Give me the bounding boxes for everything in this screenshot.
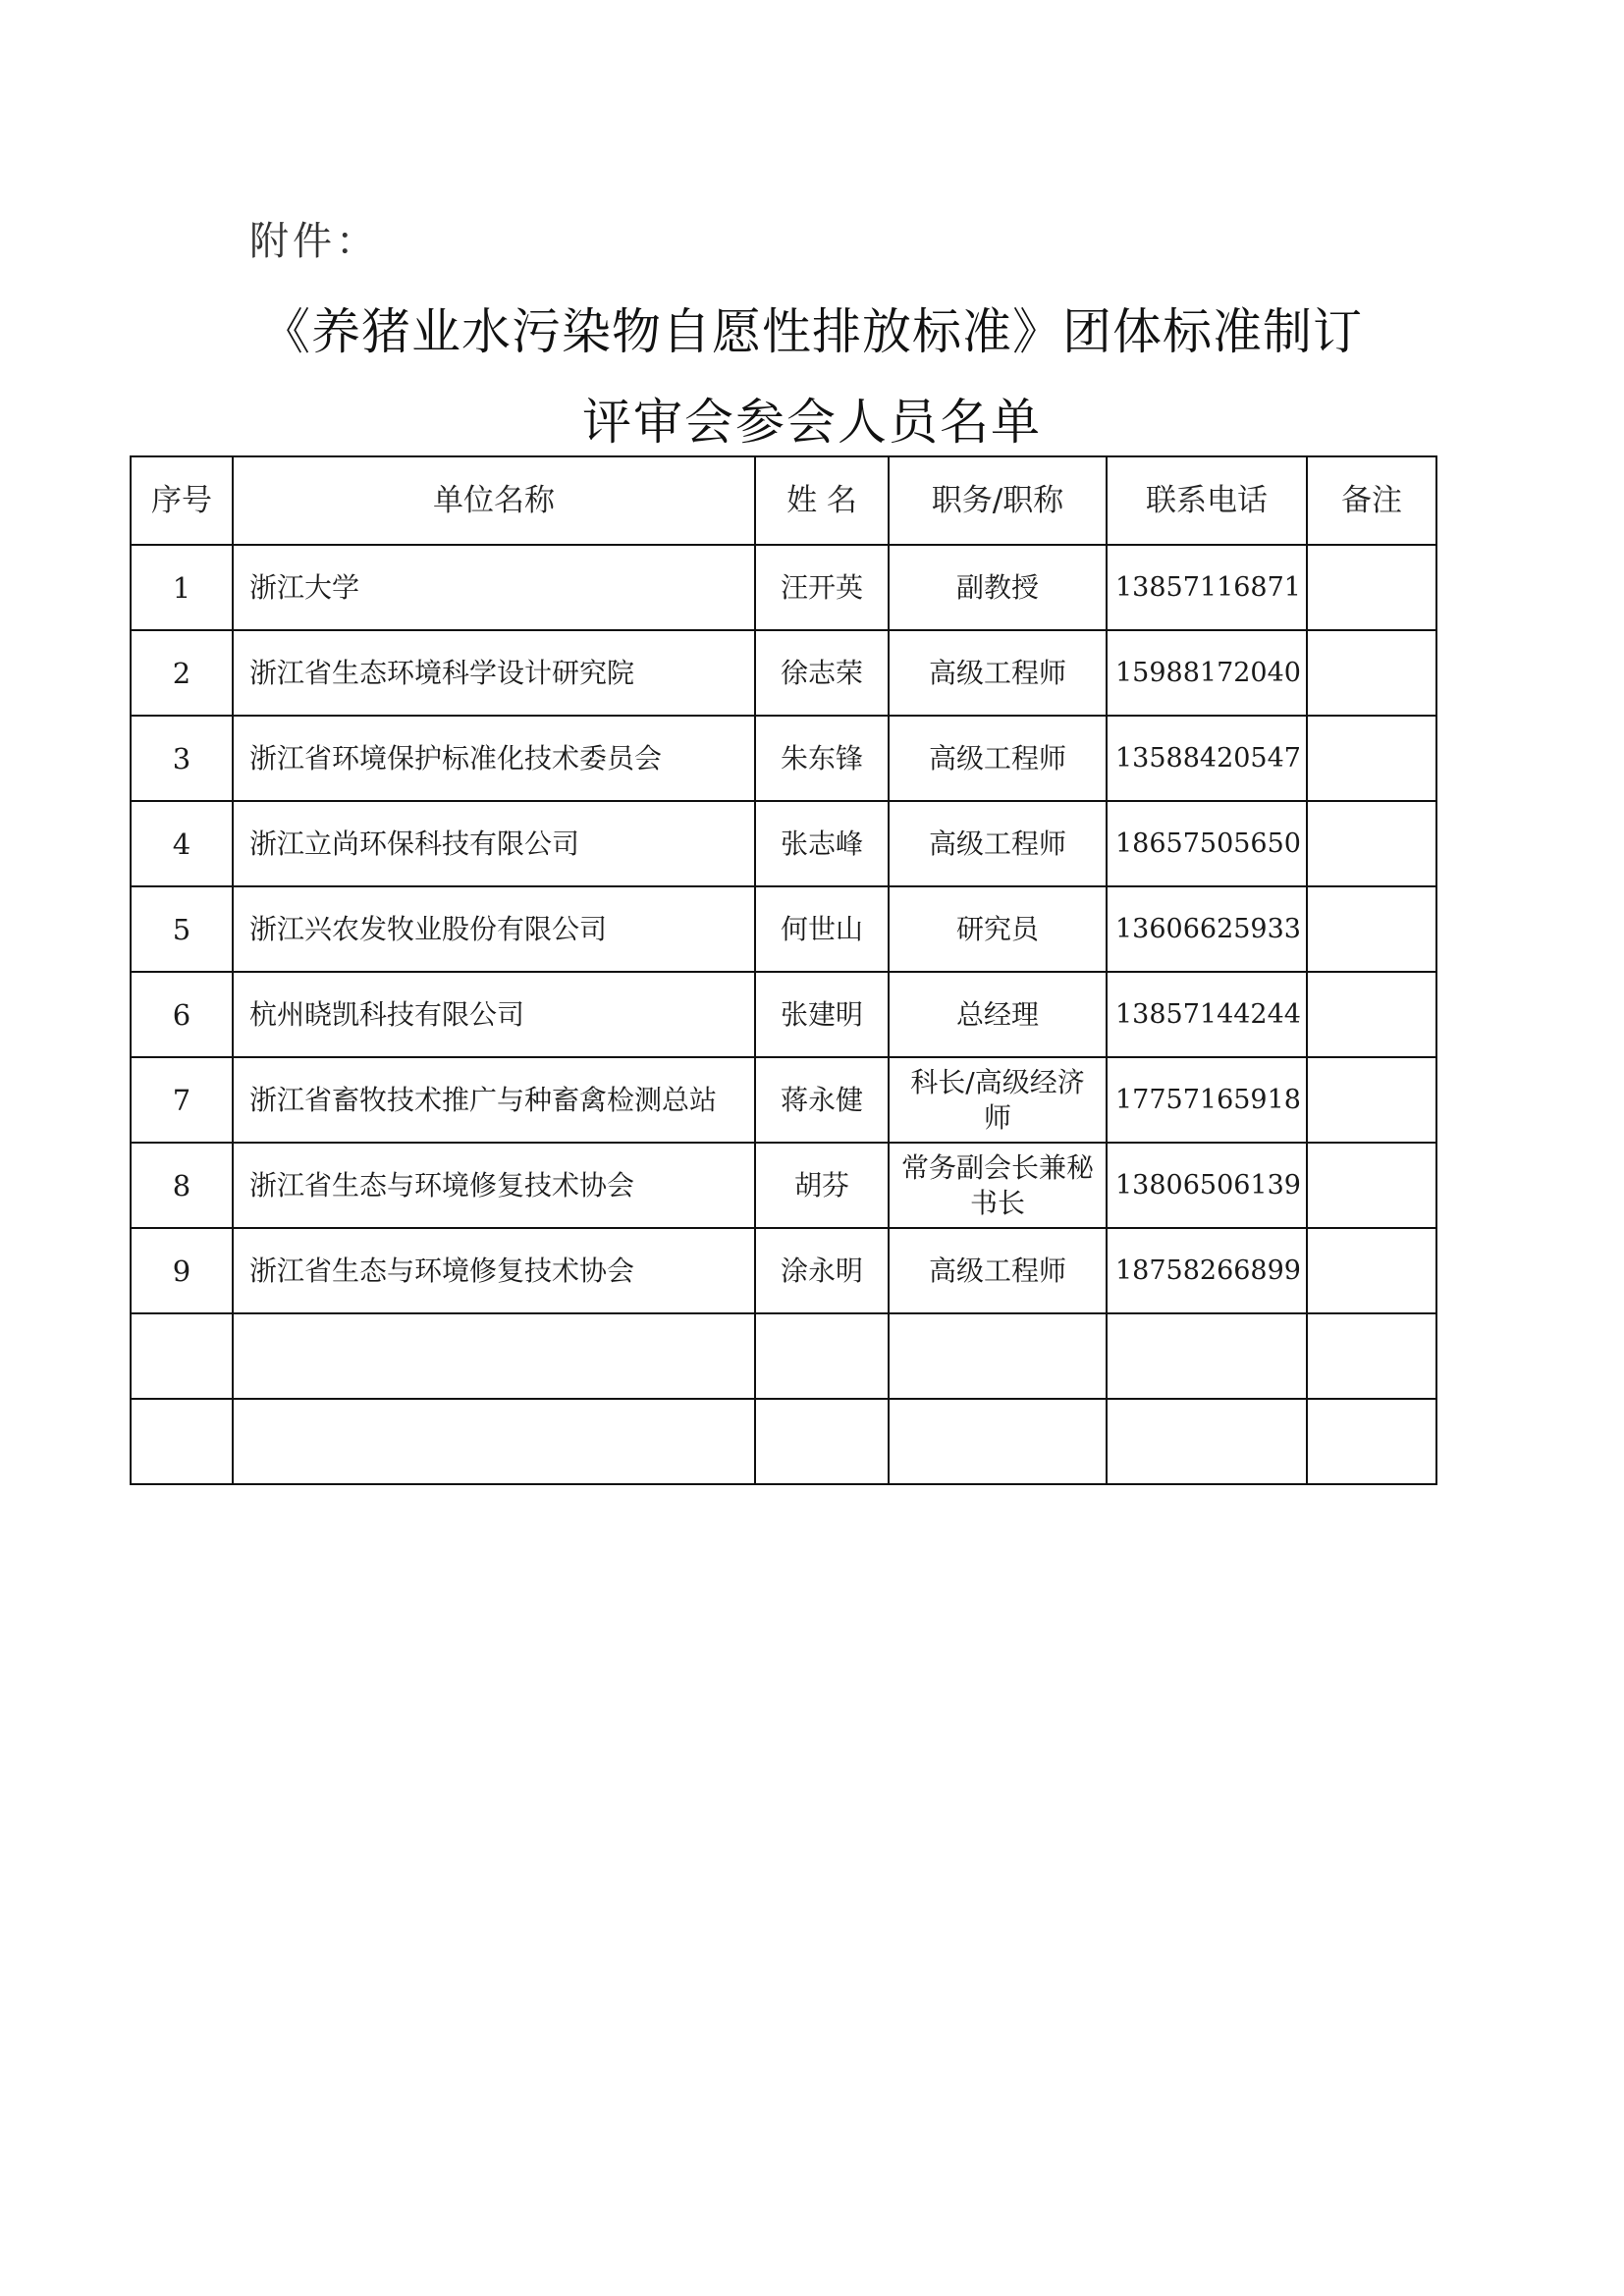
header-remark: 备注 [1307,456,1436,545]
cell-phone: 13606625933 [1107,886,1307,972]
cell-unit: 浙江省生态与环境修复技术协会 [233,1143,755,1228]
cell-name: 徐志荣 [755,630,889,716]
cell-unit [233,1313,755,1399]
cell-position [889,1399,1107,1484]
document-title-line-1: 《养猪业水污染物自愿性排放标准》团体标准制订 [261,303,1363,360]
cell-name [755,1399,889,1484]
cell-position: 科长/高级经济师 [889,1057,1107,1143]
cell-position: 高级工程师 [889,801,1107,886]
cell-position: 常务副会长兼秘书长 [889,1143,1107,1228]
cell-unit: 杭州晓凯科技有限公司 [233,972,755,1057]
cell-seq [131,1399,233,1484]
cell-name: 胡芬 [755,1143,889,1228]
cell-name: 汪开英 [755,545,889,630]
header-position: 职务/职称 [889,456,1107,545]
cell-name: 涂永明 [755,1228,889,1313]
table-row [131,545,1436,630]
document-title-line-2: 评审会参会人员名单 [582,394,1042,451]
cell-remark [1307,630,1436,716]
cell-phone: 13857144244 [1107,972,1307,1057]
header-name: 姓 名 [755,456,889,545]
table-row [131,1143,1436,1228]
table-row [131,886,1436,972]
cell-position: 高级工程师 [889,630,1107,716]
table-row [131,1228,1436,1313]
cell-unit [233,1399,755,1484]
cell-unit: 浙江省生态与环境修复技术协会 [233,1228,755,1313]
header-unit: 单位名称 [233,456,755,545]
cell-unit: 浙江省环境保护标准化技术委员会 [233,716,755,801]
cell-unit: 浙江兴农发牧业股份有限公司 [233,886,755,972]
cell-remark [1307,1399,1436,1484]
table-row [131,630,1436,716]
table-row [131,1057,1436,1143]
table-row [131,801,1436,886]
cell-remark [1307,972,1436,1057]
cell-phone: 17757165918 [1107,1057,1307,1143]
cell-seq: 7 [131,1057,233,1143]
cell-phone: 18758266899 [1107,1228,1307,1313]
cell-phone [1107,1399,1307,1484]
cell-name: 张志峰 [755,801,889,886]
attendee-table [130,455,1437,1485]
cell-remark [1307,1143,1436,1228]
cell-remark [1307,716,1436,801]
cell-remark [1307,886,1436,972]
cell-seq: 5 [131,886,233,972]
cell-position: 研究员 [889,886,1107,972]
cell-position: 高级工程师 [889,1228,1107,1313]
cell-phone: 18657505650 [1107,801,1307,886]
table-row-empty [131,1313,1436,1399]
cell-seq: 2 [131,630,233,716]
table-header-row [131,456,1436,545]
cell-position: 总经理 [889,972,1107,1057]
table-row [131,972,1436,1057]
table-row-empty [131,1399,1436,1484]
cell-remark [1307,1228,1436,1313]
cell-name: 张建明 [755,972,889,1057]
table-row [131,716,1436,801]
cell-name [755,1313,889,1399]
header-phone: 联系电话 [1107,456,1307,545]
cell-phone: 15988172040 [1107,630,1307,716]
cell-remark [1307,1313,1436,1399]
cell-remark [1307,801,1436,886]
cell-name: 蒋永健 [755,1057,889,1143]
cell-remark [1307,545,1436,630]
cell-position [889,1313,1107,1399]
cell-name: 何世山 [755,886,889,972]
cell-phone [1107,1313,1307,1399]
cell-seq: 6 [131,972,233,1057]
cell-seq: 9 [131,1228,233,1313]
cell-position: 高级工程师 [889,716,1107,801]
cell-phone: 13588420547 [1107,716,1307,801]
cell-seq: 4 [131,801,233,886]
cell-phone: 13806506139 [1107,1143,1307,1228]
cell-name: 朱东锋 [755,716,889,801]
cell-phone: 13857116871 [1107,545,1307,630]
cell-seq: 1 [131,545,233,630]
header-seq: 序号 [131,456,233,545]
cell-seq: 8 [131,1143,233,1228]
cell-position: 副教授 [889,545,1107,630]
cell-seq [131,1313,233,1399]
attachment-label: 附件： [249,219,379,264]
cell-seq: 3 [131,716,233,801]
cell-unit: 浙江省生态环境科学设计研究院 [233,630,755,716]
cell-unit: 浙江立尚环保科技有限公司 [233,801,755,886]
cell-unit: 浙江大学 [233,545,755,630]
cell-unit: 浙江省畜牧技术推广与种畜禽检测总站 [233,1057,755,1143]
cell-remark [1307,1057,1436,1143]
